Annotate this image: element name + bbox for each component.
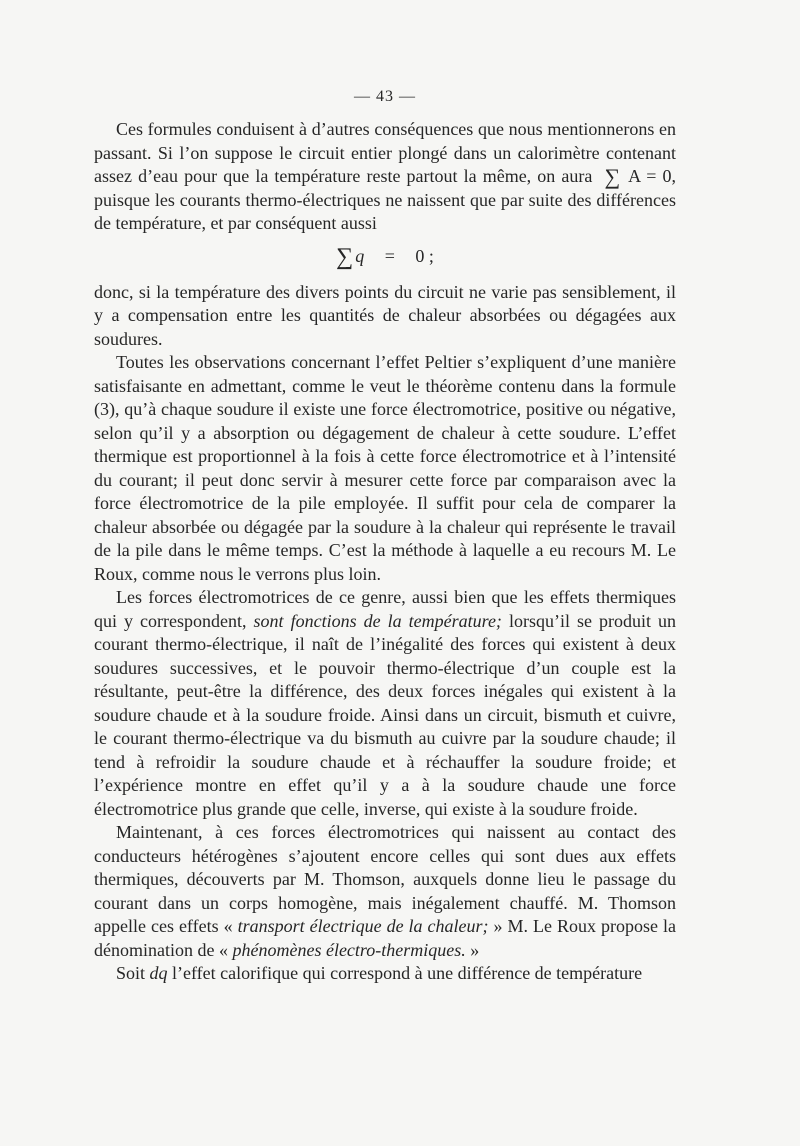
paragraph-5-text-c: »	[470, 939, 480, 960]
paragraph-1-text-a: Ces formules conduisent à d’autres conséquences que nous mentionnerons en passant. Si l’on suppose le circuit entier plongé dans un calorimètre contenant assez d’eau pour que la température reste partout la même, on aura	[94, 119, 676, 186]
display-formula-variable: q	[355, 245, 365, 266]
display-formula	[94, 244, 676, 271]
display-formula-equals: =	[384, 245, 395, 266]
paragraph-1-text-b: puisque les courants thermo-électriques ne naissent que par suite des différences de température, et par conséquent aussi	[94, 189, 676, 233]
paragraph-5-text-b: » M. Le Roux propose la dénomination de «	[94, 916, 676, 960]
paragraph-6-italic: dq	[149, 963, 168, 983]
sum-symbol: ∑	[604, 164, 621, 189]
paragraph-3: Toutes les observations concernant l’effet Peltier s’expliquent d’une manière satisfaisante en admettant, comme le veut le théorème contenu dans la formule (3), qu’à chaque soudure il existe une force électromotrice, positive ou négative, selon qu’il y a absorption ou dégagement de chaleur à cette soudure. L’effet thermique est proportionnel à la fois à cette force électromotrice et à l’intensité du courant; il peut donc servir à mesurer cette force par comparaison avec la force électromotrice de la pile employée. Il suffit pour cela de comparer la chaleur absorbée ou dégagée par la soudure à la chaleur qui représente le travail de la pile dans le même temps. C’est la méthode à laquelle a eu recours M. Le Roux, comme nous le verrons plus loin.	[94, 352, 676, 584]
display-formula-rhs: 0 ;	[415, 245, 434, 266]
paragraph-5	[94, 821, 676, 962]
paragraph-1	[94, 118, 676, 236]
paragraph-4-italic: sont fonctions de la température;	[253, 610, 502, 631]
paragraph-2: donc, si la température des divers points du circuit ne varie pas sensiblement, il y a compensation entre les quantités de chaleur absorbées ou dégagées aux soudures.	[94, 281, 676, 349]
display-sum-symbol: ∑	[336, 243, 354, 270]
paragraph-6-text-b: l’effet calorifique qui correspond à une différence de température	[172, 963, 643, 983]
page-number: — 43 —	[354, 88, 416, 105]
paragraph-6	[94, 962, 676, 986]
paragraph-5-text-a: Maintenant, à ces forces électromotrices qui naissent au contact des conducteurs hétérogènes s’ajoutent encore celles qui sont dues aux effets thermiques, découverts par M. Thomson, auxquels donne lieu le passage du courant dans un corps homogène, mais inégalement chauffé. M. Thomson appelle ces effets «	[94, 822, 676, 936]
paragraph-4-text-a: Les forces électromotrices de ce genre, aussi bien que les effets thermiques qui y correspondent,	[94, 587, 676, 631]
inline-formula-text: A = 0,	[628, 166, 677, 186]
inline-formula	[598, 164, 677, 189]
paragraph-6-text-a: Soit	[116, 963, 146, 983]
paragraph-5-italic-2: phénomènes électro-thermiques.	[232, 939, 466, 960]
paragraph-4	[94, 586, 676, 821]
paragraph-4-text-b: lorsqu’il se produit un courant thermo-électrique, il naît de l’inégalité des forces qui existent à deux soudures successives, et le pouvoir thermo-électrique d’un couple est la résultante, peut-être la différence, des deux forces inégales qui existent à la soudure chaude et à la soudure froide. Ainsi dans un circuit, bismuth et cuivre, le courant thermo-électrique va du bismuth au cuivre par la soudure chaude; il tend à refroidir la soudure chaude et à réchauffer la soudure froide; et l’expérience montre en effet qu’il y a à la soudure chaude une force électromotrice plus grande que celle, inverse, qui existe à la soudure froide.	[94, 610, 677, 819]
paragraph-5-italic-1: transport électrique de la chaleur;	[237, 916, 489, 936]
